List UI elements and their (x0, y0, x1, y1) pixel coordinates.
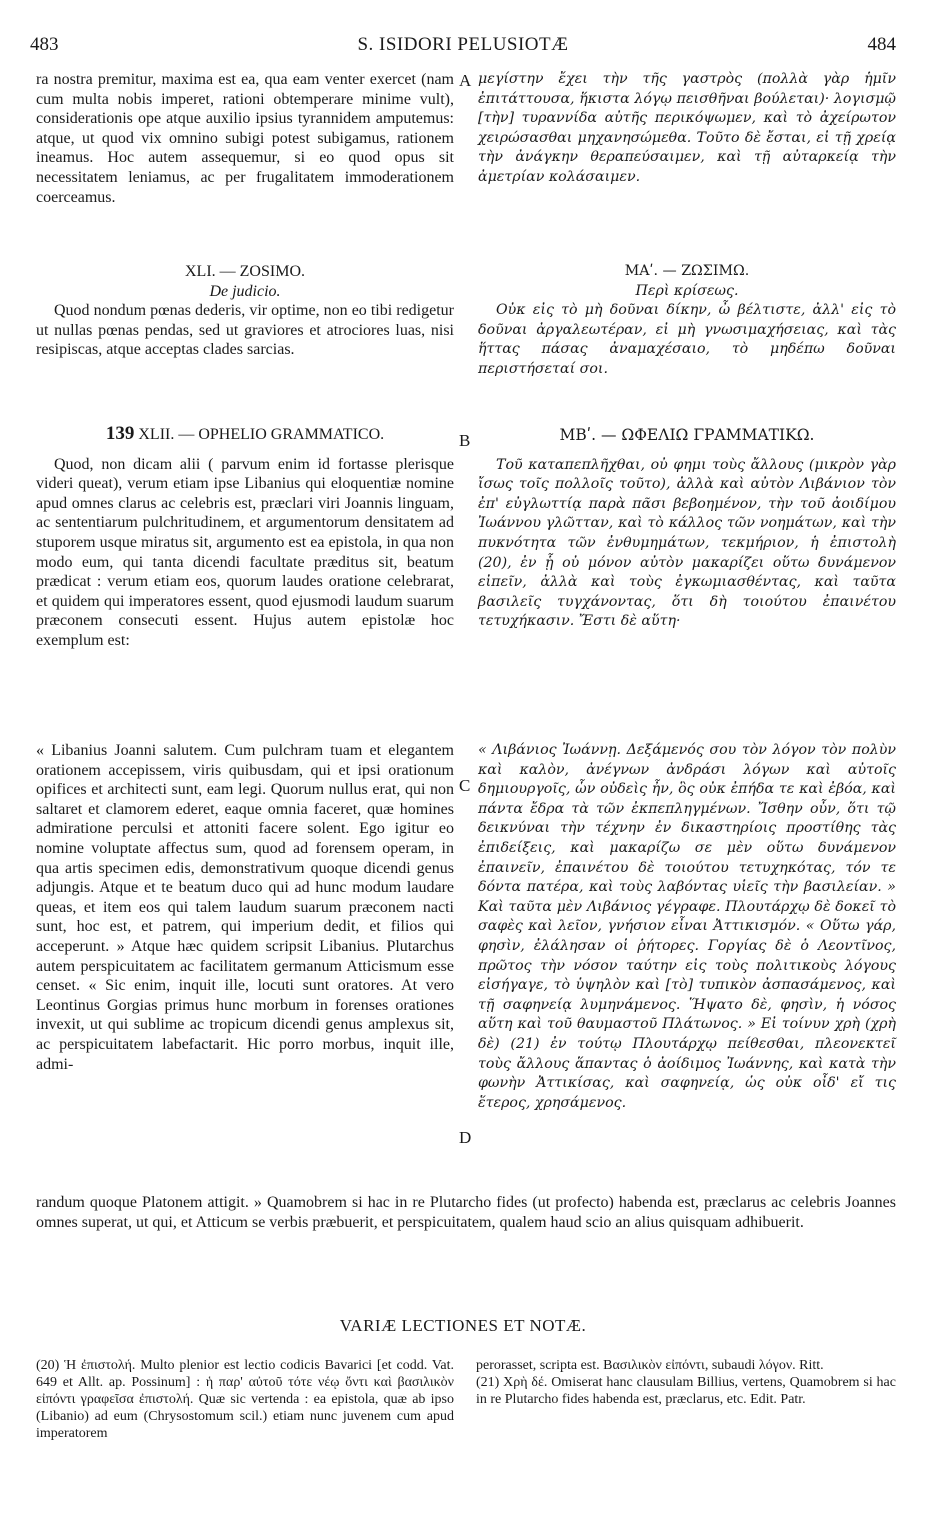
page-number-left: 483 (30, 34, 59, 55)
latin-subtitle-41: De judicio. (209, 282, 281, 300)
latin-title-42 (36, 424, 454, 445)
note-20-continued: perorasset, scripta est. Βασιλικὸν εἰπόντι, subaudi λόγον. Ritt. (476, 1358, 824, 1373)
greek-letter-41 (478, 262, 896, 380)
running-head: S. ISIDORI PELUSIOTÆ (357, 34, 569, 55)
page-header (30, 34, 896, 60)
margin-marker-c: C (459, 776, 471, 795)
latin-paragraph-libanius: « Libanius Joanni salutem. Cum pulchram tuam et elegantem orationem accepissem, viris quibusdam, qui et ipsi orationum opifices et architecti sunt, eam legi. Quorum nullus erat, qui non saltaret et clamorem ederet, eaque omnia faceret, quæ homines admiratione perculsi et attoniti facere solent. Ego igitur eo nomine voluptate affectus sum, quod ad forensem operam, in qua artis specimen edis, demonstrativum quoque dicendi genus adjungis. Atque et te beatum duco qui ad hunc modum laudare queas, et item eos qui talem laudum suarum præconem nacti sunt, hoc est, et patrem, qui imperium dedit, et filios qui acceperunt. » Atque hæc quidem scripsit Libanius. Plutarchus autem perspicuitatem ac facilitatem germanum Atticismum esse censet. « Sic enim, inquit ille, locuti sunt oratores. At vero Leontinus Gorgias primus hunc morbum in forenses orationes invexit, ut qui sublime ac tropicum dicendi genus amplexus sit, ac perspicuitatem labefactarit. Hic porro morbus, inquit ille, admi- (36, 742, 454, 1073)
notes-right-column (476, 1357, 896, 1408)
margin-marker-d: D (459, 1128, 472, 1147)
latin-paragraph-41: Quod nondum pœnas dederis, vir optime, non eo tibi redigetur ut nullas pœnas pendas, sed ut graviores et atrociores luas, nisi resipiscas, atque acceptas clades sarcias. (36, 302, 454, 359)
latin-closing-lines: randum quoque Platonem attigit. » Quamobrem si hac in re Plutarcho fides (ut profecto) habenda est, præclarus ac celebris Joannes omnes superat, ut qui, et Atticum se verbis præbuerit, et perspicuitatem, qualem haud scio an alius quisquam adhibuerit. (36, 1194, 896, 1231)
greek-letter-libanius (478, 741, 896, 1113)
greek-title-41: ΜΑʹ. — ΖΩΣΙΜΩ. (624, 263, 750, 279)
latin-title-42-text: XLII. — OPHELIO GRAMMATICO. (138, 426, 385, 443)
greek-paragraph-42: Τοῦ καταπεπλῆχθαι, οὐ φημι τοὺς ἄλλους (μικρὸν γὰρ ἴσως τοῖς πολλοῖς τοῦτο), ἀλλὰ καὶ αὐτὸν Λιβάνιον τὸν ἐπ' εὐγλωττίᾳ παρὰ πᾶσι βεβοημένον, τὴν τοῦ ἀοιδίμου Ἰωάννου γλῶτταν, καὶ τὸ κάλλος τῶν νοημάτων, καὶ τὴν πυκνότητα τῶν ἐνθυμημάτων, τεκμήριον, ἡ ἐπιστολὴ (20), ἐν ᾗ οὐ μόνον αὐτὸν μακαρίζει οὕτω δυνάμενον εἰπεῖν, ἀλλὰ καὶ τοὺς ἐγκωμιασθέντας, καὶ ταῦτα βασιλεῖς τυγχάνοντας, ὅτι δὴ τοιούτου ἐπαινέτου τετυχήκασιν. Ἔστι δὲ αὕτη· (478, 456, 896, 630)
note-21: (21) Χρὴ δέ. Omiserat hanc clausulam Billius, vertens, Quamobrem si hac in re Plutarcho fides habenda est, præclarus, etc. Edit. Patr. (476, 1375, 896, 1407)
latin-letter-41 (36, 262, 454, 360)
latin-letter-libanius (36, 741, 454, 1074)
latin-letter-42 (36, 424, 454, 651)
greek-paragraph-1: μεγίστην ἔχει τὴν τῆς γαστρὸς (πολλὰ γὰρ ἡμῖν ἐπιτάττουσα, ἥκιστα λόγῳ πεισθῆναι βούλεται)· λογισμῷ [τὴν] τυραννίδα αὐτῆς περικόψωμεν, καὶ τὸ ἀχείρωτον χειρώσασθαι μηχανησώμεθα. Τοῦτο δὲ ἔσται, εἰ τῇ χρείᾳ τὴν ἀνάγκην θεραπεύσαιμεν, καὶ τῇ αὐταρκείᾳ τὴν ἀμετρίαν κολάσαιμεν. (478, 71, 896, 185)
greek-subtitle-41: Περὶ κρίσεως. (635, 282, 739, 299)
greek-paragraph-libanius: « Λιβάνιος Ἰωάννῃ. Δεξάμενός σου τὸν λόγον τὸν πολὺν καὶ καλὸν, ἀνέγνων ἀνδράσι λόγων καὶ αὐτοῖς δημιουργοῖς, ὧν οὐδεὶς ἦν, ὃς οὐκ ἐπήδα τε καὶ ἐβόα, καὶ πάντα ἔδρα τὰ τῶν ἐκπεπληγμένων. Ἴσθην οὖν, ὅτι τῷ δεικνύναι τὴν τέχνην ἐν δικαστηρίοις προστίθης τὰς ἐπιδείξεις, καὶ μακαρίζω σε μὲν οὕτω δυνάμενον ἐπαινεῖν, ἐπαινέτου δὲ τοιούτου τετυχηκότας, τόν τε δόντα πατέρα, καὶ τοὺς λαβόντας υἱεῖς τὴν βασιλείαν. » Καὶ ταῦτα μὲν Λιβάνιος γέγραφε. Πλουτάρχῳ δὲ δοκεῖ τὸ σαφὲς καὶ λεῖον, γνήσιον εἶναι Ἀττικισμόν. « Οὕτω γάρ, φησὶν, ἐλάλησαν οἱ ῥήτορες. Γοργίας δὲ ὁ Λεοντῖνος, πρῶτος τὴν νόσον ταύτην εἰς τοὺς πολιτικοὺς λόγους εἰσήγαγε, τὸ ὑψηλὸν καὶ [τὸ] τυπικὸν ἀσπασάμενος, καὶ τῇ σαφηνείᾳ λυμηνάμενος. Ἥψατο δὲ, φησὶν, ἡ νόσος αὕτη καὶ τοῦ θαυμαστοῦ Πλάτωνος. » Εἰ τοίνυν χρὴ (χρὴ δὲ) (21) ἐν τούτῳ Πλουτάρχῳ πείθεσθαι, πλεονεκτεῖ τοὺς ἄλλους ἅπαντας ὁ ἀοίδιμος Ἰωάννης, καὶ κατὰ τὴν φωνὴν Ἀττικίσας, καὶ σαφηνείᾳ, ὡς οὐκ οἶδ' εἴ τις ἕτερος, χρησάμενος. (478, 742, 896, 1111)
greek-title-42: ΜΒʹ. — ΩΦΕΛΙΩ ΓΡΑΜΜΑΤΙΚΩ. (559, 426, 815, 444)
column-number-139: 139 (105, 423, 135, 444)
page-number-right: 484 (867, 34, 896, 55)
note-20: (20) Ἡ ἐπιστολή. Multo plenior est lectio codicis Bavarici [et codd. Vat. 649 et Allt. ap. Possinum] : ἡ παρ' αὐτοῦ τότε νέῳ ὄντι καὶ βασιλικὸν εἰπόντι γραφεῖσα ἐπιστολή. Quæ sic vertenda : ea epistola, quæ ab ipso (Libanio) ad eum (Chrysostomum scil.) etiam nunc juvenem cum apud imperatorem (36, 1358, 454, 1441)
latin-title-41: XLI. — ZOSIMO. (185, 263, 305, 280)
greek-paragraph-41: Οὐκ εἰς τὸ μὴ δοῦναι δίκην, ὦ βέλτιστε, ἀλλ' εἰς τὸ δοῦναι ἀργαλεωτέραν, εἰ μὴ γνωσιμαχήσειας, καὶ τὰς ἥττας πάσας ἀναμαχέσαιο, τὸ μηδέπω δοῦναι περιστήσεταί σοι. (478, 302, 896, 377)
margin-marker-b: B (459, 431, 471, 450)
latin-paragraph-42: Quod, non dicam alii ( parvum enim id fortasse plerisque videri queat), verum etiam ipse Libanius qui eloquentiæ nomine apud omnes clarus ac celebris est, præclari viri Joannis linguam, ac sententiarum pulchritudinem, et argumentorum densitatem ad stuporem usque miratus sit, argumento est ea epistola, in qua non modo eum, qui tanta dicendi facultate præditus sit, beatum prædicat : verum etiam eos, quorum laudes oratione celebrarat, et quidem qui imperatores essent, quod ejusmodi laudum suarum præconem consecuti essent. Hujus autem epistolæ hoc exemplum est: (36, 455, 454, 649)
greek-column-top (478, 70, 896, 188)
greek-letter-42 (478, 426, 896, 632)
latin-column-top (36, 70, 454, 207)
notes-heading: VARIÆ LECTIONES ET NOTÆ. (339, 1316, 587, 1335)
latin-paragraph-1: ra nostra premitur, maxima est ea, qua eam venter exercet (nam cum multa nobis imperet, rationi obtemperare minime vult), considerationis ope atque auxilio ipsius tyrannidem amputemus: atque, ut quod vix omnino subigi potest subigamus, rationem ineamus. Hoc autem assequemur, si eo quod opus sit necessitatem leniamus, ac per frugalitatem immoderationem coerceamus. (36, 71, 454, 206)
margin-marker-a: A (459, 71, 472, 90)
